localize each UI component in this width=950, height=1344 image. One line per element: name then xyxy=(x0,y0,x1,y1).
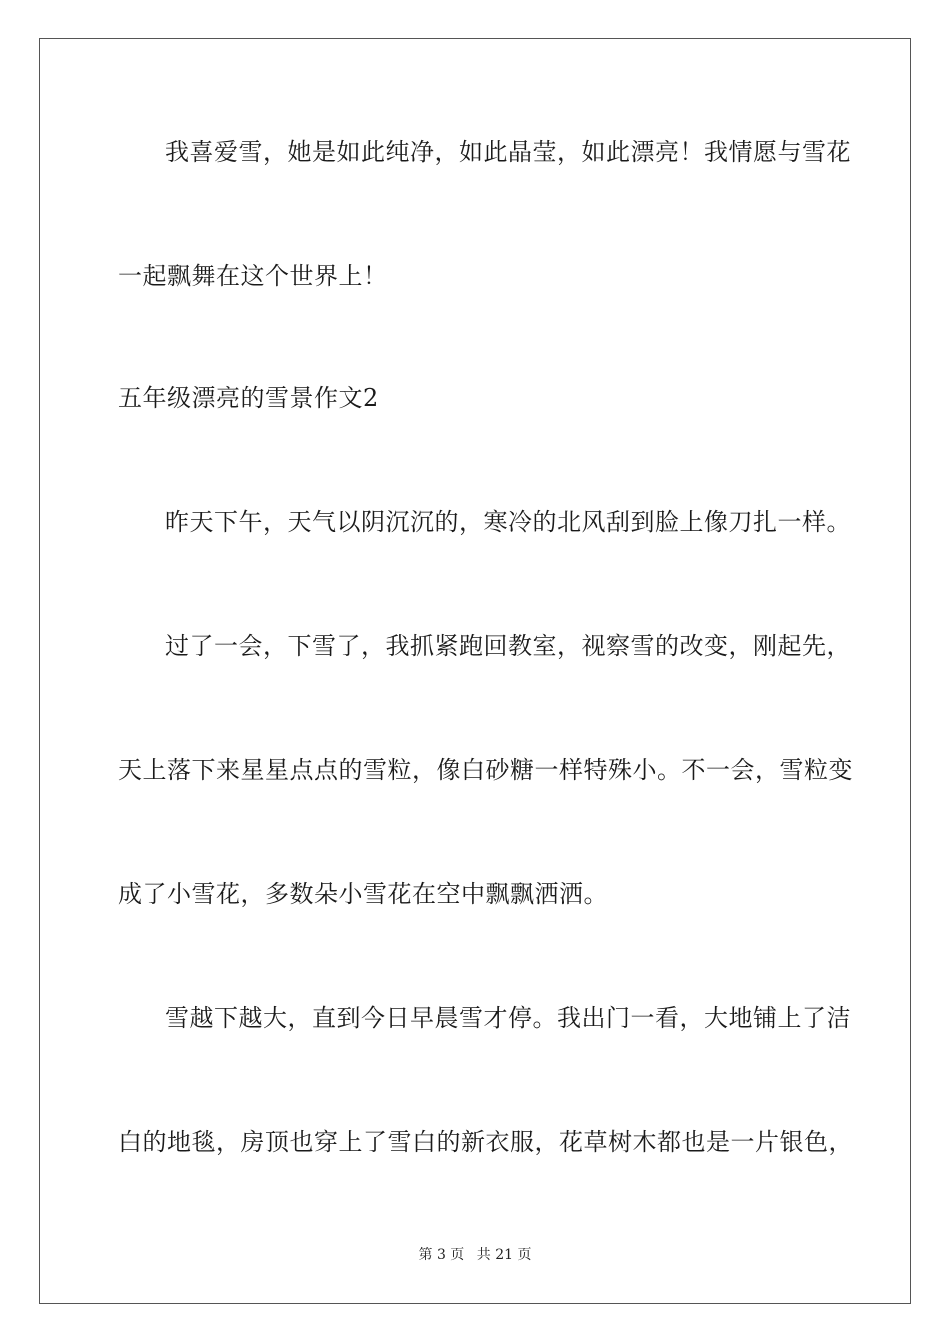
page-number: 第 3 页 xyxy=(418,1247,465,1263)
paragraph-line-6: 成了小雪花，多数朵小雪花在空中飘飘洒洒。 xyxy=(118,880,608,908)
page-total: 共 21 页 xyxy=(476,1247,532,1263)
paragraph-line-2: 一起飘舞在这个世界上！ xyxy=(118,262,388,290)
paragraph-line-7: 雪越下越大，直到今日早晨雪才停。我出门一看，大地铺上了洁 xyxy=(165,1004,851,1032)
paragraph-line-5: 天上落下来星星点点的雪粒，像白砂糖一样特殊小。不一会，雪粒变 xyxy=(118,756,853,784)
paragraph-line-8: 白的地毯，房顶也穿上了雪白的新衣服，花草树木都也是一片银色， xyxy=(118,1128,853,1156)
paragraph-line-1: 我喜爱雪，她是如此纯净，如此晶莹，如此漂亮！我情愿与雪花 xyxy=(165,138,851,166)
paragraph-line-4: 过了一会，下雪了，我抓紧跑回教室，视察雪的改变，刚起先， xyxy=(165,632,851,660)
page-border xyxy=(39,38,911,1304)
page-footer xyxy=(0,1246,950,1264)
section-heading: 五年级漂亮的雪景作文2 xyxy=(118,384,379,412)
paragraph-line-3: 昨天下午，天气以阴沉沉的，寒冷的北风刮到脸上像刀扎一样。 xyxy=(165,508,851,536)
